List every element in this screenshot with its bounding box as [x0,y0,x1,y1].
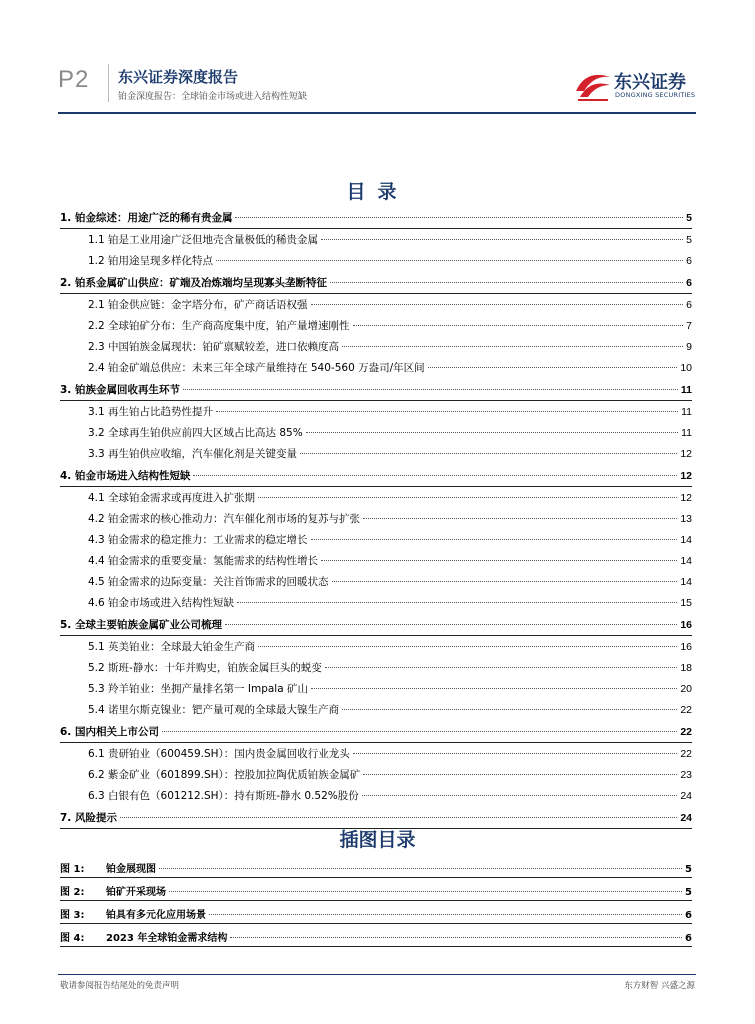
toc-subsection-entry[interactable] [60,679,692,700]
toc-leader-dots [258,646,677,647]
toc-subsection-entry[interactable] [60,551,692,572]
toc-entry-label: 3.3 再生铂供应收缩，汽车催化剂是关键变量 [88,448,298,460]
figure-list-entry[interactable] [60,879,692,902]
toc-leader-dots [300,453,677,454]
table-of-contents [60,207,692,830]
toc-entry-label: 2.1 铂金供应链：金字塔分布，矿产商话语权强 [88,299,308,311]
toc-entry-label: 4. 铂金市场进入结构性短缺 [60,470,191,482]
toc-subsection-entry[interactable] [60,251,692,272]
figure-leader-dots [169,891,682,892]
toc-leader-dots [321,560,677,561]
toc-section-entry[interactable] [60,721,692,744]
figure-label: 铂矿开采现场 [106,887,166,898]
toc-entry-label: 4.3 铂金需求的稳定推力：工业需求的稳定增长 [88,534,308,546]
toc-entry-label: 5. 全球主要铂族金属矿业公司梳理 [60,619,222,631]
toc-leader-dots [162,731,677,732]
toc-page-number: 14 [680,555,692,567]
toc-page-number: 20 [680,683,692,695]
toc-leader-dots [237,602,677,603]
toc-entry-label: 3. 铂族金属回收再生环节 [60,384,180,396]
toc-subsection-entry[interactable] [60,509,692,530]
toc-leader-dots [330,282,683,283]
figure-leader-dots [209,914,682,915]
toc-title: 目录 [346,181,409,203]
toc-page-number: 11 [681,427,692,439]
toc-page-number: 10 [680,362,692,374]
toc-entry-label: 6.1 贵研铂业（600459.SH）：国内贵金属回收行业龙头 [88,748,350,760]
toc-page-number: 14 [680,534,692,546]
toc-page-number: 12 [680,448,692,460]
toc-entry-label: 4.5 铂金需求的边际变量：关注首饰需求的回暖状态 [88,576,329,588]
toc-subsection-entry[interactable] [60,423,692,444]
toc-leader-dots [362,795,678,796]
figure-label: 铂具有多元化应用场景 [106,910,206,921]
toc-section-entry[interactable] [60,272,692,295]
toc-entry-label: 1.1 铂是工业用途广泛但地壳含量极低的稀贵金属 [88,234,319,246]
toc-section-entry[interactable] [60,207,692,230]
report-title: 东兴证券深度报告 [118,68,239,86]
figure-number: 图 2: [60,887,85,898]
toc-leader-dots [342,346,683,347]
toc-entry-label: 4.4 铂金需求的重要变量：氢能需求的结构性增长 [88,555,319,567]
toc-subsection-entry[interactable] [60,700,692,721]
company-logo [574,64,698,104]
toc-entry-label: 7. 风险提示 [60,812,117,824]
toc-leader-dots [311,539,678,540]
figure-number: 图 3: [60,910,85,921]
figure-list-entry[interactable] [60,856,692,879]
toc-entry-label: 5.4 诺里尔斯克镍业：钯产量可观的全球最大镍生产商 [88,704,340,716]
figure-page-number: 6 [685,933,692,944]
toc-entry-label: 2.3 中国铂族金属现状：铂矿禀赋较差，进口依赖度高 [88,341,340,353]
toc-entry-label: 4.1 全球铂金需求或再度进入扩张期 [88,492,256,504]
toc-leader-dots [363,518,677,519]
toc-entry-label: 2.4 铂金矿端总供应：未来三年全球产量维持在 540-560 万盎司/年区间 [88,362,425,374]
toc-page-number: 24 [680,790,692,802]
toc-page-number: 22 [680,726,692,738]
toc-entry-label: 4.6 铂金市场或进入结构性短缺 [88,597,235,609]
page-header [0,0,755,118]
figure-list-title: 插图目录 [339,829,416,851]
toc-leader-dots [120,817,677,818]
figure-number: 图 4: [60,933,85,944]
toc-leader-dots [183,389,678,390]
toc-page-number: 13 [680,513,692,525]
figure-list-entry[interactable] [60,925,692,948]
toc-subsection-entry[interactable] [60,658,692,679]
toc-entry-label: 3.2 全球再生铂供应前四大区域占比高达 85% [88,427,303,439]
toc-entry-label: 5.2 斯班-静水：十年并购史，铂族金属巨头的蜕变 [88,662,322,674]
toc-entry-label: 4.2 铂金需求的核心推动力：汽车催化剂市场的复苏与扩张 [88,513,361,525]
toc-page-number: 23 [680,769,692,781]
toc-section-entry[interactable] [60,379,692,402]
figure-leader-dots [230,937,682,938]
toc-leader-dots [225,624,677,625]
toc-page-number: 6 [686,255,692,267]
figure-page-number: 6 [685,910,692,921]
toc-page-number: 22 [680,748,692,760]
toc-page-number: 14 [680,576,692,588]
footer-slogan: 东方财智 兴盛之源 [624,981,695,991]
toc-entry-label: 2.2 全球铂矿分布：生产商高度集中度，铂产量增速刚性 [88,320,350,332]
toc-page-number: 18 [680,662,692,674]
toc-page-number: 7 [686,320,692,332]
toc-page-number: 12 [680,470,692,482]
figure-label: 2023 年全球铂金需求结构 [106,933,228,944]
toc-page-number: 16 [680,619,692,631]
figure-list-entry[interactable] [60,902,692,925]
toc-section-entry[interactable] [60,614,692,637]
figure-page-number: 5 [685,887,692,898]
toc-subsection-entry[interactable] [60,337,692,358]
toc-leader-dots [321,239,683,240]
toc-leader-dots [258,497,677,498]
toc-leader-dots [342,709,677,710]
logo-english: DONGXING SECURITIES [615,91,696,99]
toc-subsection-entry[interactable] [60,295,692,316]
toc-subsection-entry[interactable] [60,530,692,551]
toc-leader-dots [363,774,677,775]
toc-entry-label: 6. 国内相关上市公司 [60,726,159,738]
toc-page-number: 5 [686,234,692,246]
toc-leader-dots [353,325,684,326]
toc-subsection-entry[interactable] [60,765,692,786]
toc-leader-dots [216,260,683,261]
toc-page-number: 11 [680,384,692,396]
toc-leader-dots [353,753,678,754]
toc-subsection-entry[interactable] [60,402,692,423]
toc-leader-dots [311,688,677,689]
toc-subsection-entry[interactable] [60,744,692,765]
logo-text: 东兴证券 [614,72,686,93]
toc-leader-dots [325,667,677,668]
figure-number: 图 1: [60,864,85,875]
toc-leader-dots [306,432,678,433]
toc-page-number: 16 [680,641,692,653]
toc-subsection-entry[interactable] [60,358,692,379]
toc-leader-dots [216,411,678,412]
toc-page-number: 24 [680,812,692,824]
toc-section-entry[interactable] [60,465,692,488]
toc-entry-label: 5.1 英美铂业：全球最大铂金生产商 [88,641,256,653]
toc-subsection-entry[interactable] [60,637,692,658]
toc-subsection-entry[interactable] [60,593,692,614]
report-subtitle: 铂金深度报告：全球铂金市场或进入结构性短缺 [118,92,308,102]
toc-leader-dots [428,367,678,368]
figure-list [60,856,692,948]
toc-leader-dots [193,475,677,476]
toc-page-number: 6 [686,299,692,311]
toc-subsection-entry[interactable] [60,316,692,337]
toc-subsection-entry[interactable] [60,230,692,251]
toc-leader-dots [235,217,683,218]
toc-entry-label: 5.3 羚羊铂业：坐拥产量排名第一 Impala 矿山 [88,683,308,695]
toc-subsection-entry[interactable] [60,488,692,509]
toc-page-number: 15 [680,597,692,609]
toc-entry-label: 2. 铂系金属矿山供应：矿端及冶炼端均呈现寡头垄断特征 [60,277,327,289]
toc-subsection-entry[interactable] [60,444,692,465]
toc-page-number: 5 [686,212,692,224]
toc-entry-label: 3.1 再生铂占比趋势性提升 [88,406,214,418]
toc-entry-label: 1.2 铂用途呈现多样化特点 [88,255,214,267]
toc-leader-dots [332,581,678,582]
toc-leader-dots [311,304,684,305]
figure-label: 铂金展现图 [106,864,156,875]
toc-subsection-entry[interactable] [60,786,692,807]
toc-entry-label: 6.3 白银有色（601212.SH）：持有斯班-静水 0.52%股份 [88,790,359,802]
figure-leader-dots [159,868,682,869]
toc-entry-label: 1. 铂金综述：用途广泛的稀有贵金属 [60,212,233,224]
toc-page-number: 6 [686,277,692,289]
page-number: P2 [58,66,90,93]
toc-page-number: 9 [686,341,692,353]
toc-entry-label: 6.2 紫金矿业（601899.SH）：控股加拉陶优质铂族金属矿 [88,769,361,781]
footer-disclaimer: 敬请参阅报告结尾处的免责声明 [60,981,180,991]
toc-page-number: 11 [681,406,692,418]
footer-rule [58,974,696,975]
toc-page-number: 12 [680,492,692,504]
figure-page-number: 5 [685,864,692,875]
toc-page-number: 22 [680,704,692,716]
logo-mark-icon [574,65,612,103]
header-rule [58,112,696,114]
toc-subsection-entry[interactable] [60,572,692,593]
header-separator [108,64,109,102]
